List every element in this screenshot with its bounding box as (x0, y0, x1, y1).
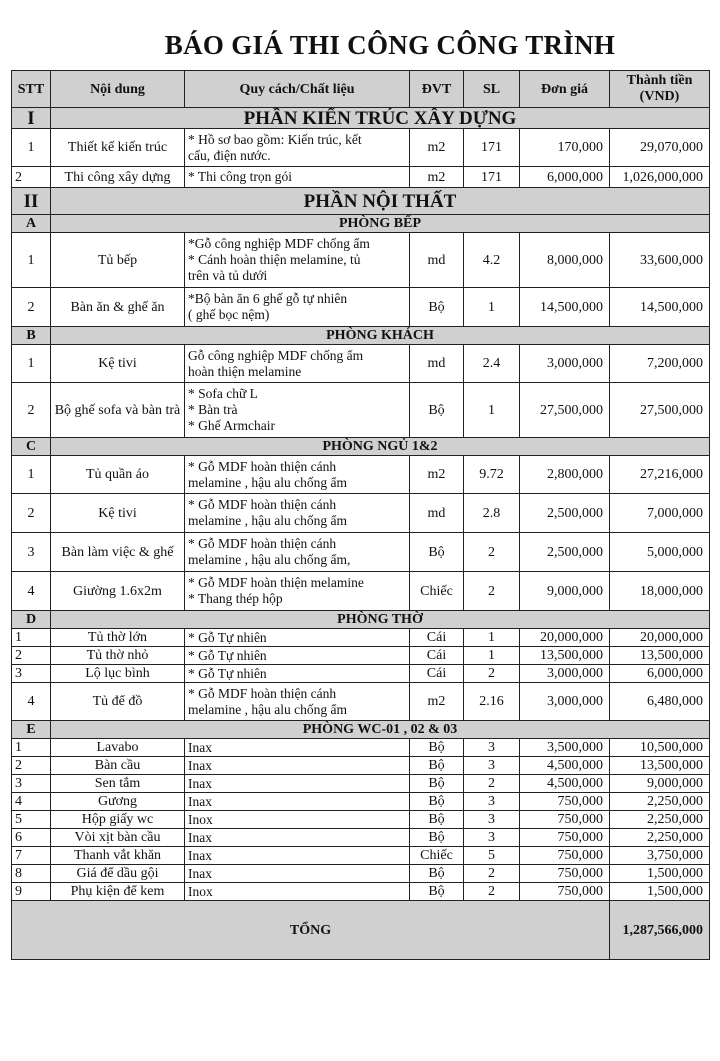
table-row (12, 288, 710, 327)
cell-quycach (185, 811, 410, 829)
cell-noidung: Bàn ăn & ghế ăn (51, 288, 185, 327)
quycach-line: Inax (188, 757, 212, 773)
cell-noidung: Kệ tivi (51, 345, 185, 383)
quycach-line: Inax (188, 847, 212, 863)
cell-noidung: Tủ bếp (51, 233, 185, 288)
cell-noidung: Sen tắm (51, 775, 185, 793)
cell-noidung: Kệ tivi (51, 494, 185, 533)
section-row-II-stt: II (12, 188, 51, 215)
table-row (12, 683, 710, 721)
table-row (12, 739, 710, 757)
quycach-line: melamine , hậu alu chống ẩm, (188, 552, 351, 567)
cell-dongia: 750,000 (520, 883, 610, 901)
cell-dongia: 3,000,000 (520, 345, 610, 383)
cell-stt: 3 (12, 665, 51, 683)
header-sl: SL (464, 71, 520, 108)
cell-noidung: Bàn cầu (51, 757, 185, 775)
cell-dvt: Bộ (410, 288, 464, 327)
cell-thanhtien: 7,000,000 (610, 494, 710, 533)
quycach-line: melamine , hậu alu chống ẩm (188, 474, 347, 490)
cell-thanhtien: 13,500,000 (610, 757, 710, 775)
cell-noidung: Hộp giấy wc (51, 811, 185, 829)
section-row-A (12, 215, 710, 233)
quycach-line: * Gỗ Tự nhiên (188, 665, 267, 681)
table-row (12, 665, 710, 683)
cell-quycach (185, 775, 410, 793)
cell-sl: 2.8 (464, 494, 520, 533)
cell-sl: 3 (464, 757, 520, 775)
page-title: BÁO GIÁ THI CÔNG CÔNG TRÌNH (164, 30, 616, 60)
cell-dvt: Chiếc (410, 847, 464, 865)
cell-dvt: md (410, 494, 464, 533)
cell-thanhtien: 9,000,000 (610, 775, 710, 793)
quycach-line: * Sofa chữ L (188, 386, 258, 401)
cell-sl: 2 (464, 665, 520, 683)
cell-dvt: m2 (410, 456, 464, 494)
cell-sl: 1 (464, 288, 520, 327)
table-row (12, 456, 710, 494)
quycach-line: * Gỗ MDF hoàn thiện cánh (188, 458, 337, 474)
cell-thanhtien: 2,250,000 (610, 829, 710, 847)
table-row (12, 865, 710, 883)
cell-dvt: m2 (410, 167, 464, 188)
cell-dongia: 4,500,000 (520, 775, 610, 793)
cell-stt: 4 (12, 683, 51, 721)
cell-dongia: 6,000,000 (520, 167, 610, 188)
quycach-line: * Gỗ MDF hoàn thiện cánh (188, 497, 337, 512)
cell-dvt: Bộ (410, 793, 464, 811)
cell-stt: 2 (12, 647, 51, 665)
cell-dongia: 2,800,000 (520, 456, 610, 494)
cell-noidung: Tủ thờ nhỏ (51, 647, 185, 665)
cell-quycach (185, 456, 410, 494)
cell-quycach (185, 865, 410, 883)
quycach-line: * Gỗ Tự nhiên (188, 647, 267, 663)
cell-dvt: Cái (410, 665, 464, 683)
table-row (12, 847, 710, 865)
cell-dongia: 750,000 (520, 811, 610, 829)
total-label: TỔNG (12, 901, 610, 960)
quycach-line: * Gỗ MDF hoàn thiện melamine (188, 575, 364, 590)
cell-quycach (185, 883, 410, 901)
cell-quycach (185, 629, 410, 647)
cell-stt: 5 (12, 811, 51, 829)
cell-quycach (185, 739, 410, 757)
cell-dongia: 3,000,000 (520, 683, 610, 721)
cell-quycach (185, 129, 410, 167)
cell-sl: 2 (464, 865, 520, 883)
cell-stt: 2 (12, 167, 51, 188)
cell-dvt: Bộ (410, 739, 464, 757)
table-row (12, 775, 710, 793)
cell-thanhtien: 14,500,000 (610, 288, 710, 327)
quycach-line: * Gỗ MDF hoàn thiện cánh (188, 536, 337, 551)
cell-stt: 1 (12, 739, 51, 757)
cell-noidung: Lộ lục bình (51, 665, 185, 683)
quycach-line: hoàn thiện melamine (188, 363, 302, 379)
cell-dongia: 2,500,000 (520, 494, 610, 533)
cell-noidung: Tủ để đồ (51, 683, 185, 721)
cell-sl: 3 (464, 739, 520, 757)
cell-dongia: 750,000 (520, 829, 610, 847)
table-row (12, 572, 710, 611)
table-row (12, 233, 710, 288)
cell-thanhtien: 3,750,000 (610, 847, 710, 865)
cell-dvt: md (410, 233, 464, 288)
cell-noidung: Gương (51, 793, 185, 811)
cell-sl: 3 (464, 793, 520, 811)
cell-sl: 1 (464, 383, 520, 438)
cell-dvt: Bộ (410, 865, 464, 883)
cell-quycach (185, 288, 410, 327)
cell-quycach (185, 847, 410, 865)
quycach-line: melamine , hậu alu chống ẩm (188, 513, 347, 528)
cell-noidung: Thi công xây dựng (51, 167, 185, 188)
table-row (12, 533, 710, 572)
cell-stt: 2 (12, 494, 51, 533)
table-row (12, 167, 710, 188)
table-row (12, 647, 710, 665)
cell-noidung: Tủ quần áo (51, 456, 185, 494)
table-row (12, 829, 710, 847)
quycach-line: * Cánh hoàn thiện melamine, tủ (188, 252, 361, 267)
cell-stt: 2 (12, 757, 51, 775)
header-thanhtien-line1: Thành tiền (626, 73, 693, 88)
cell-noidung: Vòi xịt bàn cầu (51, 829, 185, 847)
cell-dongia: 4,500,000 (520, 757, 610, 775)
cell-stt: 3 (12, 775, 51, 793)
cell-dongia: 13,500,000 (520, 647, 610, 665)
cell-dvt: Cái (410, 629, 464, 647)
cell-sl: 2 (464, 775, 520, 793)
cell-dongia: 20,000,000 (520, 629, 610, 647)
section-row-D (12, 611, 710, 629)
quote-table (11, 70, 710, 960)
cell-quycach (185, 345, 410, 383)
cell-dvt: Bộ (410, 829, 464, 847)
cell-sl: 4.2 (464, 233, 520, 288)
cell-thanhtien: 2,250,000 (610, 793, 710, 811)
table-row (12, 629, 710, 647)
section-row-B-title: PHÒNG KHÁCH (51, 327, 710, 345)
section-row-E-stt: E (12, 721, 51, 739)
cell-dongia: 2,500,000 (520, 533, 610, 572)
header-stt: STT (12, 71, 51, 108)
cell-thanhtien: 6,480,000 (610, 683, 710, 721)
table-row (12, 494, 710, 533)
quycach-line: Inox (188, 811, 213, 827)
cell-sl: 1 (464, 629, 520, 647)
cell-stt: 3 (12, 533, 51, 572)
table-row (12, 345, 710, 383)
section-row-A-stt: A (12, 215, 51, 233)
cell-stt: 2 (12, 288, 51, 327)
quycach-line: * Gỗ MDF hoàn thiện cánh (188, 685, 337, 701)
cell-thanhtien: 33,600,000 (610, 233, 710, 288)
header-noidung: Nội dung (51, 71, 185, 108)
quycach-line: * Thang thép hộp (188, 591, 283, 606)
cell-sl: 3 (464, 829, 520, 847)
cell-stt: 4 (12, 572, 51, 611)
cell-thanhtien: 1,026,000,000 (610, 167, 710, 188)
cell-dongia: 170,000 (520, 129, 610, 167)
cell-thanhtien: 27,216,000 (610, 456, 710, 494)
cell-thanhtien: 29,070,000 (610, 129, 710, 167)
section-row-C-title: PHÒNG NGỦ 1&2 (51, 438, 710, 456)
cell-dvt: Cái (410, 647, 464, 665)
quycach-line: * Hồ sơ bao gồm: Kiến trúc, kết (188, 131, 362, 147)
cell-noidung: Tủ thờ lớn (51, 629, 185, 647)
cell-sl: 3 (464, 811, 520, 829)
header-thanhtien-line2: (VND) (639, 89, 680, 104)
cell-dvt: Bộ (410, 383, 464, 438)
cell-quycach (185, 533, 410, 572)
cell-thanhtien: 6,000,000 (610, 665, 710, 683)
cell-thanhtien: 20,000,000 (610, 629, 710, 647)
section-row-E-title: PHÒNG WC-01 , 02 & 03 (51, 721, 710, 739)
table-row (12, 383, 710, 438)
quycach-line: * Bàn trà (188, 402, 238, 417)
cell-thanhtien: 1,500,000 (610, 883, 710, 901)
table-row (12, 757, 710, 775)
section-row-E (12, 721, 710, 739)
cell-noidung: Phụ kiện để kem (51, 883, 185, 901)
quycach-line: ( ghế bọc nệm) (188, 307, 270, 322)
cell-quycach (185, 757, 410, 775)
cell-dvt: Bộ (410, 775, 464, 793)
cell-dvt: m2 (410, 683, 464, 721)
cell-dvt: Bộ (410, 533, 464, 572)
cell-quycach (185, 494, 410, 533)
cell-sl: 2.16 (464, 683, 520, 721)
cell-dongia: 3,500,000 (520, 739, 610, 757)
header-row (12, 71, 710, 108)
cell-stt: 1 (12, 456, 51, 494)
cell-stt: 7 (12, 847, 51, 865)
table-row (12, 883, 710, 901)
section-row-A-title: PHÒNG BẾP (51, 215, 710, 233)
cell-sl: 9.72 (464, 456, 520, 494)
cell-stt: 6 (12, 829, 51, 847)
cell-sl: 2.4 (464, 345, 520, 383)
header-dvt: ĐVT (410, 71, 464, 108)
cell-dongia: 750,000 (520, 793, 610, 811)
quycach-line: Inax (188, 793, 212, 809)
section-row-B-stt: B (12, 327, 51, 345)
cell-dvt: m2 (410, 129, 464, 167)
quycach-line: Gỗ công nghiệp MDF chống ẩm (188, 347, 364, 363)
cell-noidung: Lavabo (51, 739, 185, 757)
header-dongia: Đơn giá (520, 71, 610, 108)
quycach-line: * Thi công trọn gói (188, 169, 292, 184)
cell-sl: 2 (464, 883, 520, 901)
quycach-line: Inox (188, 883, 213, 899)
section-row-I-stt: I (12, 108, 51, 129)
cell-dvt: Bộ (410, 811, 464, 829)
cell-thanhtien: 1,500,000 (610, 865, 710, 883)
cell-thanhtien: 27,500,000 (610, 383, 710, 438)
quycach-line: *Bộ bàn ăn 6 ghế gỗ tự nhiên (188, 291, 348, 306)
section-row-D-stt: D (12, 611, 51, 629)
cell-stt: 9 (12, 883, 51, 901)
cell-thanhtien: 2,250,000 (610, 811, 710, 829)
table-row (12, 811, 710, 829)
quycach-line: Inax (188, 775, 212, 791)
section-row-D-title: PHÒNG THỜ (51, 611, 710, 629)
quycach-line: * Gỗ Tự nhiên (188, 629, 267, 645)
quycach-line: cấu, điện nước. (188, 147, 271, 163)
cell-dvt: md (410, 345, 464, 383)
cell-quycach (185, 665, 410, 683)
cell-sl: 171 (464, 129, 520, 167)
cell-stt: 4 (12, 793, 51, 811)
section-row-C-stt: C (12, 438, 51, 456)
cell-quycach (185, 793, 410, 811)
header-quycach: Quy cách/Chất liệu (185, 71, 410, 108)
cell-thanhtien: 13,500,000 (610, 647, 710, 665)
total-row (12, 901, 710, 960)
cell-quycach (185, 233, 410, 288)
cell-thanhtien: 10,500,000 (610, 739, 710, 757)
section-row-B (12, 327, 710, 345)
cell-stt: 1 (12, 129, 51, 167)
quycach-line: Inax (188, 739, 212, 755)
table-row (12, 129, 710, 167)
quycach-line: trên và tủ dưới (188, 268, 268, 283)
cell-sl: 171 (464, 167, 520, 188)
cell-sl: 2 (464, 572, 520, 611)
total-value: 1,287,566,000 (610, 901, 710, 960)
cell-sl: 1 (464, 647, 520, 665)
cell-dvt: Bộ (410, 883, 464, 901)
cell-dongia: 9,000,000 (520, 572, 610, 611)
cell-noidung: Thiết kế kiến trúc (51, 129, 185, 167)
cell-stt: 1 (12, 629, 51, 647)
cell-dongia: 3,000,000 (520, 665, 610, 683)
cell-thanhtien: 5,000,000 (610, 533, 710, 572)
quycach-line: Inax (188, 865, 212, 881)
cell-dvt: Chiếc (410, 572, 464, 611)
cell-dongia: 8,000,000 (520, 233, 610, 288)
cell-sl: 2 (464, 533, 520, 572)
cell-dongia: 750,000 (520, 847, 610, 865)
cell-noidung: Bàn làm việc & ghế (51, 533, 185, 572)
cell-stt: 8 (12, 865, 51, 883)
cell-dongia: 14,500,000 (520, 288, 610, 327)
cell-quycach (185, 572, 410, 611)
cell-quycach (185, 683, 410, 721)
quycach-line: melamine , hậu alu chống ẩm (188, 701, 347, 717)
cell-dongia: 750,000 (520, 865, 610, 883)
section-row-I-title: PHẦN KIẾN TRÚC XÂY DỰNG (51, 108, 710, 129)
cell-quycach (185, 383, 410, 438)
header-thanhtien (610, 71, 710, 108)
quycach-line: Inax (188, 829, 212, 845)
cell-stt: 1 (12, 233, 51, 288)
cell-dvt: Bộ (410, 757, 464, 775)
quycach-line: *Gỗ công nghiệp MDF chống ẩm (188, 236, 370, 251)
cell-noidung: Thanh vắt khăn (51, 847, 185, 865)
cell-dongia: 27,500,000 (520, 383, 610, 438)
cell-noidung: Giường 1.6x2m (51, 572, 185, 611)
section-row-I (12, 108, 710, 129)
section-row-C (12, 438, 710, 456)
cell-quycach (185, 829, 410, 847)
cell-thanhtien: 18,000,000 (610, 572, 710, 611)
section-row-II-title: PHẦN NỘI THẤT (51, 188, 710, 215)
cell-noidung: Giá để dầu gội (51, 865, 185, 883)
quycach-line: * Ghế Armchair (188, 418, 275, 433)
section-row-II (12, 188, 710, 215)
cell-stt: 2 (12, 383, 51, 438)
cell-thanhtien: 7,200,000 (610, 345, 710, 383)
cell-quycach (185, 647, 410, 665)
cell-quycach (185, 167, 410, 188)
table-row (12, 793, 710, 811)
cell-stt: 1 (12, 345, 51, 383)
cell-sl: 5 (464, 847, 520, 865)
cell-noidung: Bộ ghế sofa và bàn trà (51, 383, 185, 438)
